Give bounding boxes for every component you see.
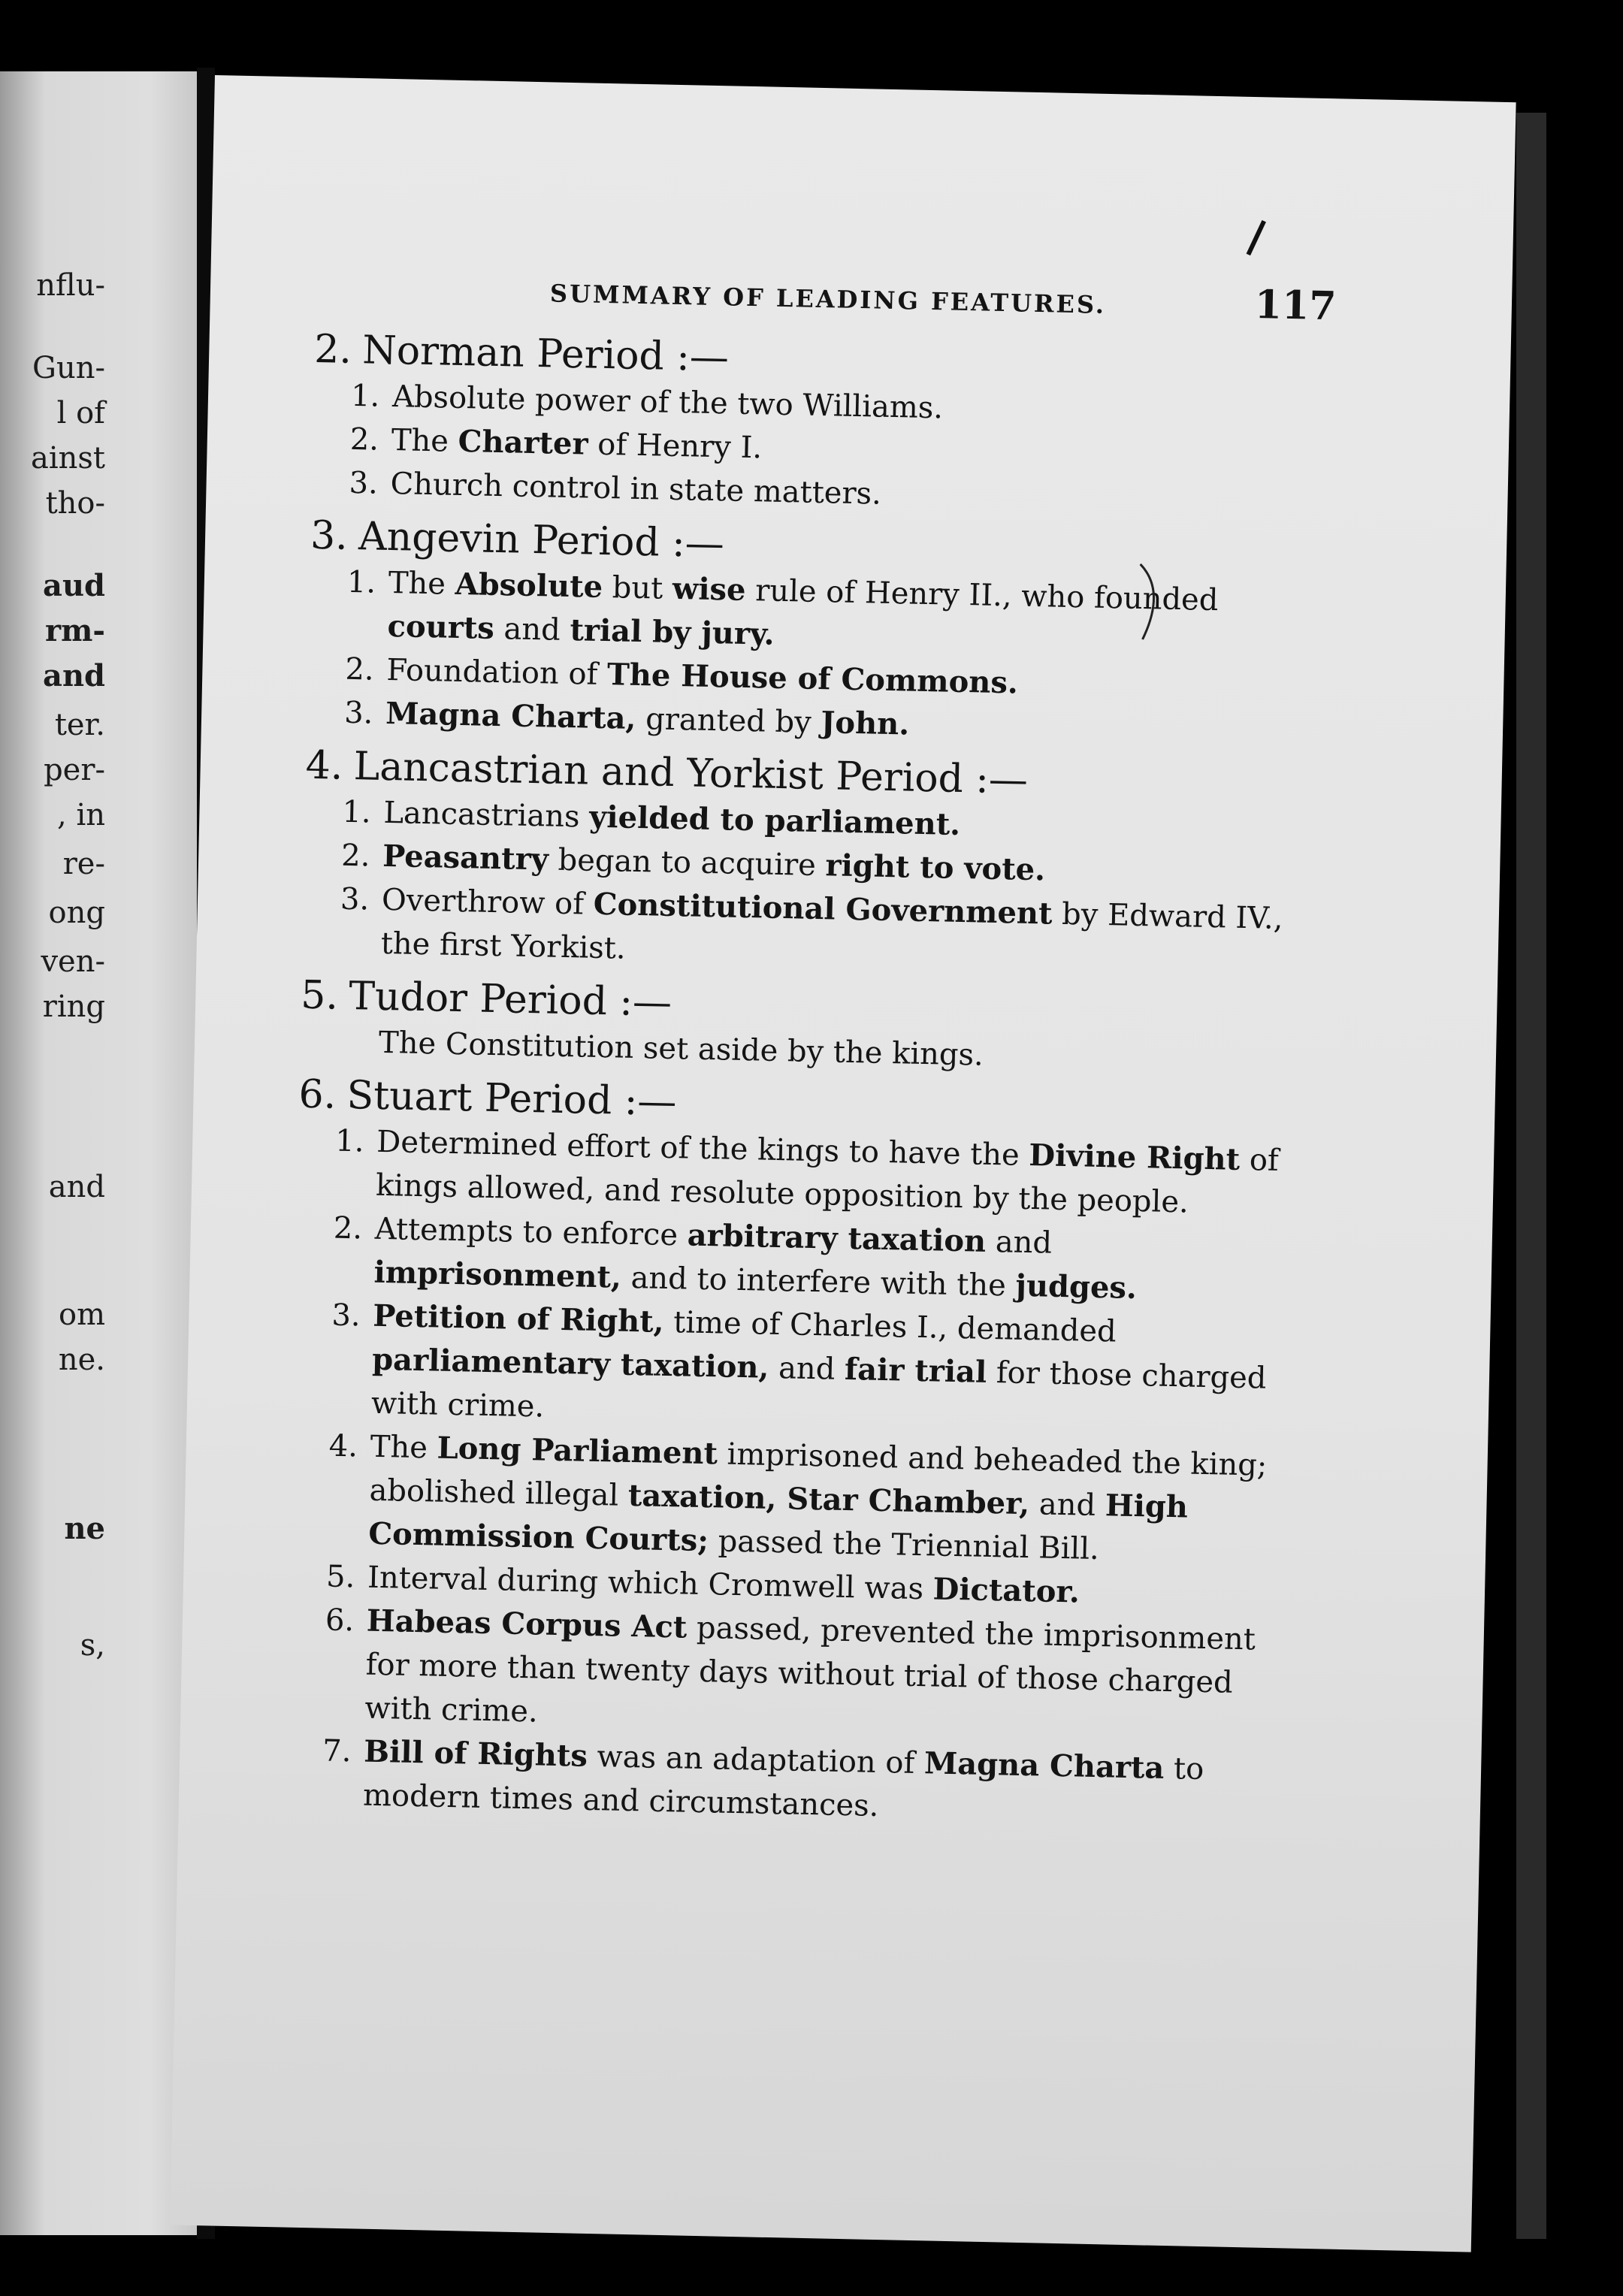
page-number: 117 (1254, 282, 1337, 330)
item-number: 1. (342, 794, 372, 830)
item-text: Attempts to enforce (374, 1211, 688, 1253)
period-title: Norman Period :— (361, 328, 730, 381)
item-number: 2. (333, 1210, 363, 1246)
emphasis-text: Magna Charta, (385, 695, 637, 736)
item-text: imprisoned and beheaded the king; abolished illegal (369, 1437, 1268, 1513)
emphasis-text: High Commission Courts; (367, 1488, 1189, 1559)
emphasis-text: courts (387, 608, 495, 646)
item-text: to modern times and circumstances. (362, 1751, 1204, 1824)
item-text: Church control in state matters. (390, 467, 882, 512)
item-text: Foundation of (385, 652, 608, 693)
emphasis-text: imprisonment, (373, 1254, 622, 1295)
item-number: 3. (343, 695, 373, 731)
item-text: of kings allowed, and resolute opposition by the people. (375, 1142, 1280, 1220)
period-title: Stuart Period :— (346, 1072, 677, 1125)
emphasis-text: Habeas Corpus Act (366, 1603, 688, 1645)
emphasis-text: Peasantry (382, 838, 549, 878)
left-page-fragment: ring (42, 989, 105, 1024)
left-page-fragment: l of (56, 396, 105, 430)
item-number: 5. (325, 1559, 355, 1595)
emphasis-text: Divine Right (1028, 1137, 1241, 1177)
left-page-fragment: ven- (41, 944, 105, 979)
emphasis-text: Bill of Rights (363, 1733, 588, 1774)
emphasis-text: judges. (1015, 1267, 1138, 1307)
facing-page-fragment (0, 71, 197, 2235)
list-item (292, 1293, 1301, 1445)
period-number: 2. (313, 326, 352, 373)
period-title: Lancastrian and Yorkist Period :— (353, 744, 1029, 803)
item-number: 1. (350, 378, 380, 414)
item-text: passed the Triennial Bill. (708, 1524, 1100, 1567)
left-page-fragment: om (58, 1298, 105, 1332)
left-page-fragment: ainst (30, 441, 105, 476)
emphasis-text: The House of Commons. (606, 657, 1019, 701)
item-text: for those charged with crime. (370, 1355, 1267, 1424)
left-page-fragment: and (48, 1170, 105, 1204)
item-number: 1. (346, 564, 376, 600)
period-title: Angevin Period :— (358, 514, 725, 567)
item-text: rule of Henry II., who founded (745, 572, 1219, 618)
item-text: by Edward IV., the first Yorkist. (380, 896, 1283, 966)
item-number: 6. (325, 1603, 355, 1639)
item-text: granted by (636, 701, 821, 741)
period-summary: The Constitution set aside by the kings. (378, 1025, 984, 1073)
left-page-fragment: , in (57, 798, 105, 832)
period-number: 3. (310, 512, 349, 559)
list-item (289, 1424, 1298, 1575)
item-number: 4. (328, 1428, 358, 1464)
left-page-fragment: rm- (45, 613, 105, 648)
item-text: Determined effort of the kings to have the (376, 1124, 1029, 1174)
emphasis-text: Petition of Right, (372, 1298, 665, 1340)
item-number: 2. (349, 421, 379, 458)
emphasis-text: wise (672, 570, 747, 608)
item-text: and (1029, 1487, 1106, 1524)
period-number: 6. (298, 1071, 337, 1118)
left-page-fragment: Gun- (32, 351, 105, 385)
left-page-fragment: nflu- (36, 268, 105, 303)
emphasis-text: fair trial (844, 1351, 987, 1390)
emphasis-text: John. (821, 705, 910, 742)
item-text: was an adaptation of (587, 1739, 925, 1781)
left-page-fragment: ter. (54, 708, 105, 742)
emphasis-text: Dictator. (932, 1571, 1080, 1610)
emphasis-text: Charter (458, 423, 589, 462)
item-text: The (391, 423, 459, 459)
period-title: Tudor Period :— (348, 974, 672, 1026)
page-edge (1516, 113, 1546, 2239)
left-page-fragment: and (43, 658, 105, 693)
pencil-mark (1135, 560, 1174, 644)
item-text: and (494, 611, 570, 648)
pencil-mark (1241, 217, 1271, 263)
period-number: 4. (305, 742, 344, 789)
left-page-fragment: s, (80, 1628, 105, 1663)
emphasis-text: trial by jury. (569, 612, 775, 652)
running-head: SUMMARY OF LEADING FEATURES. (549, 279, 1107, 319)
emphasis-text: right to vote. (825, 847, 1046, 888)
item-text: The (370, 1429, 438, 1466)
emphasis-text: Magna Charta (923, 1745, 1165, 1786)
item-text: Interval during which Cromwell was (367, 1560, 934, 1607)
item-text: Overthrow of (381, 882, 594, 922)
item-number: 3. (349, 465, 379, 501)
item-text: but (602, 569, 673, 606)
item-text: The (388, 565, 456, 602)
item-number: 2. (340, 838, 370, 874)
left-page-fragment: tho- (45, 486, 105, 521)
left-page-fragment: ne (64, 1511, 105, 1546)
left-page-fragment: re- (62, 847, 105, 881)
item-text: Absolute power of the two Williams. (391, 379, 944, 426)
emphasis-text: Constitutional Government (593, 886, 1053, 932)
item-text: passed, prevented the imprisonment for more than twenty days without trial of those charged with crime. (364, 1610, 1256, 1730)
item-number: 7. (322, 1733, 352, 1769)
period-number: 5. (300, 972, 339, 1019)
item-text: of Henry I. (588, 427, 763, 466)
emphasis-text: arbitrary taxation (687, 1217, 987, 1259)
list-item (286, 1597, 1295, 1749)
item-number: 3. (331, 1298, 361, 1334)
item-text: began to acquire (548, 842, 827, 884)
item-text: Lancastrians (383, 795, 590, 835)
summary-list (284, 318, 1322, 1837)
item-number: 1. (334, 1123, 364, 1159)
emphasis-text: Long Parliament (437, 1430, 718, 1472)
item-text: and (985, 1224, 1053, 1261)
item-number: 2. (344, 651, 375, 687)
left-page-fragment: per- (44, 753, 105, 787)
item-text: and to interfere with the (621, 1260, 1016, 1304)
left-page-fragment: ong (48, 896, 105, 930)
emphasis-text: parliamentary taxation, (371, 1341, 769, 1385)
emphasis-text: Absolute (455, 566, 603, 605)
emphasis-text: taxation, Star Chamber, (627, 1477, 1030, 1522)
left-page-fragment: ne. (58, 1343, 105, 1377)
emphasis-text: yielded to parliament. (588, 799, 961, 842)
left-page-fragment: aud (43, 568, 105, 603)
item-text: and (768, 1350, 845, 1387)
item-text: time of Charles I., demanded (663, 1304, 1117, 1349)
item-number: 3. (340, 881, 370, 917)
book-page (170, 75, 1516, 2252)
